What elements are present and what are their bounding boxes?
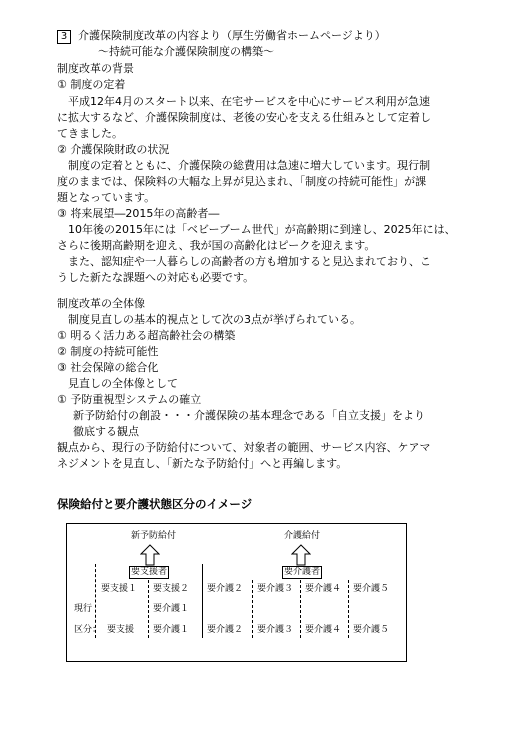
divider <box>252 580 253 638</box>
item3-line: うした新たな課題への対応も必要です。 <box>57 271 255 284</box>
overview-closing-line: ネジメントを見直し、「新たな予防給付」へと再編します。 <box>57 457 348 470</box>
item3-title: ③ 将来展望―2015年の高齢者― <box>57 207 220 220</box>
item1-line: 平成12年4月のスタート以来、在宅サービスを中心にサービス利用が急速 <box>57 95 430 108</box>
item2-line: 題となっています。 <box>57 191 156 204</box>
header-subtitle: ～持続可能な介護保険制度の構築～ <box>98 45 274 58</box>
up-arrow-icon <box>291 544 311 566</box>
header-title: 介護保険制度改革の内容より（厚生労働省ホームページより） <box>78 29 386 42</box>
item2-title: ② 介護保険財政の状況 <box>57 143 170 156</box>
overview-heading: 制度改革の全体像 <box>57 297 145 310</box>
item3-line: さらに後期高齢期を迎え、我が国の高齢化はピークを迎えます。 <box>57 239 376 252</box>
overview-sub-item-line: 新予防給付の創設・・・介護保険の基本理念である「自立支援」をより <box>62 409 425 422</box>
item3-line: また、認知症や一人暮らしの高齢者の方も増加すると見込まれており、こ <box>57 255 431 268</box>
overview-sub-item-line: 徹底する観点 <box>62 425 139 438</box>
label-care-benefit: 介護給付 <box>284 531 321 541</box>
overview-intro: 制度見直しの基本的視点として次の3点が挙げられている。 <box>57 313 361 326</box>
support-box: 要支援者 <box>131 567 168 577</box>
current-division-cell: 要介護４ <box>305 625 342 635</box>
new-division-cell: 要介護５ <box>353 584 390 594</box>
overview-point: ① 明るく活力ある超高齢社会の構築 <box>57 329 236 342</box>
current-division-cell: 要介護３ <box>257 625 294 635</box>
overview-closing-line: 観点から、現行の予防給付について、対象者の範囲、サービス内容、ケアマ <box>57 441 431 454</box>
item1-line: に拡大するなど、介護保険制度は、老後の安心を支える仕組みとして定着し <box>57 111 431 124</box>
new-division-cell: 要介護２ <box>207 584 244 594</box>
overview-sub-heading: 見直しの全体像として <box>57 377 178 390</box>
new-division-cell: 要支援１ <box>101 584 138 594</box>
overview-point: ② 制度の持続可能性 <box>57 345 159 358</box>
diagram-title: 保険給付と要介護状態区分のイメージ <box>57 497 253 511</box>
divider <box>148 580 149 638</box>
section-number-box: 3 <box>57 30 71 44</box>
new-division-cell: 要介護４ <box>305 584 342 594</box>
division-label: 区分： <box>74 625 102 635</box>
new-division-cell: 要介護３ <box>257 584 294 594</box>
up-arrow-icon <box>140 544 160 566</box>
item1-line: てきました。 <box>57 127 123 140</box>
current-label: 現行 <box>74 604 93 614</box>
divider <box>300 580 301 638</box>
current-division-cell: 要介護２ <box>207 625 244 635</box>
item1-title: ① 制度の定着 <box>57 78 126 91</box>
item3-line: 10年後の2015年には「ベビーブーム世代」が高齢期に到達し、2025年には、 <box>57 223 456 236</box>
new-division-cell: 要介護１ <box>153 604 190 614</box>
item2-line: 度のままでは、保険料の大幅な上昇が見込まれ、「制度の持続可能性」が課 <box>57 175 427 188</box>
divider <box>202 564 203 638</box>
label-new-prevention: 新予防給付 <box>131 531 177 541</box>
current-division-cell: 要介護１ <box>153 625 190 635</box>
background-heading: 制度改革の背景 <box>57 62 134 75</box>
care-box: 要介護者 <box>284 567 321 577</box>
current-division-cell: 要支援 <box>107 625 135 635</box>
overview-sub-item: ① 予防重視型システムの確立 <box>57 393 202 406</box>
overview-point: ③ 社会保障の総合化 <box>57 361 159 374</box>
new-division-cell: 要支援２ <box>153 584 190 594</box>
item2-line: 制度の定着とともに、介護保険の総費用は急速に増大しています。現行制 <box>57 159 431 172</box>
divider <box>348 580 349 638</box>
current-division-cell: 要介護５ <box>353 625 390 635</box>
